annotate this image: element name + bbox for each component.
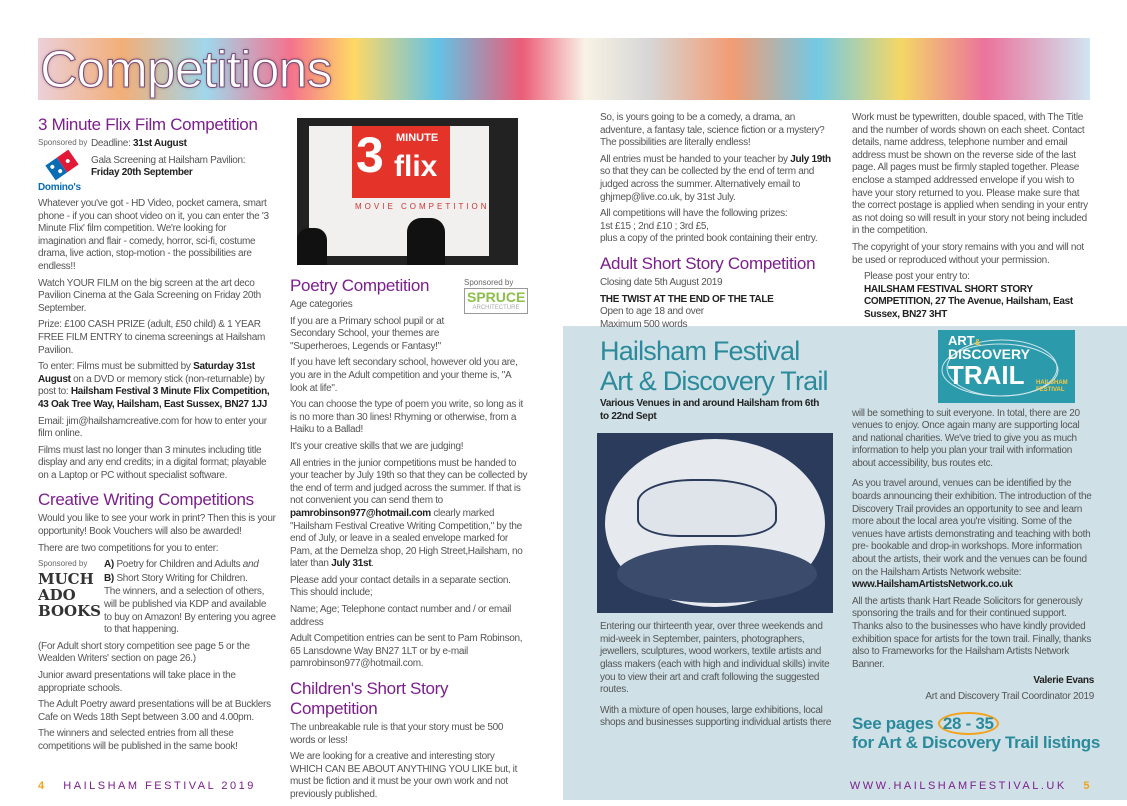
- dominos-logo-text: Domino's: [38, 182, 81, 193]
- poetry-title: Poetry Competition: [290, 276, 430, 295]
- trail-title: [600, 336, 840, 396]
- poetry-paragraph: Age categories: [290, 299, 353, 310]
- post-address: HAILSHAM FESTIVAL SHORT STORY COMPETITION, 27 The Avenue, Hailsham, East Sussex, BN27 3HT: [864, 283, 1073, 320]
- otter-linocut-image: [597, 433, 833, 613]
- poetry-paragraph: If you are a Primary school pupil or at Secondary School, your themes are "Superheroes, Legends or Fantasy!": [290, 315, 444, 352]
- poetry-paragraph: Please add your contact details in a separate section. This should include;: [290, 574, 511, 599]
- adult-paragraph: Work must be typewritten, double spaced, with The Title and the number of words shown on each sheet. Contact details, name address, telephone number and email address must be shown on the reverse side of the last page. All pages must be firmly stapled together. Please enclose a stamped addressed envelope if you wish to have your story returned to you. Please make sure that the correct postage is applied when sending in your entry as not doing so will result in your story not being included in the competition.: [852, 112, 1088, 237]
- footer-text: HAILSHAM FESTIVAL 2019: [63, 780, 256, 792]
- much-ado-block: Sponsored by MUCH ADO BOOKS A) Poetry for Children and Adults and B) Short Story Writing for Children. The winners, and a selection of others, will be published via KDP and available to buy on Amazon! By entering you agree to that happening.: [38, 559, 276, 636]
- children-paragraph: We are looking for a creative and interesting story WHICH CAN BE ABOUT ANYTHING YOU LIKE but, it must be fiction and it must be your own work and not previously published.: [290, 751, 518, 800]
- gala-date: Friday 20th September: [91, 167, 193, 179]
- dominos-logo-icon: [42, 148, 82, 182]
- word-limit: Maximum 500 words: [600, 318, 688, 330]
- column-4: [852, 112, 1101, 752]
- childrens-story-title: Children's Short Story Competition: [290, 679, 449, 719]
- trail-subtitle: Various Venues in and around Hailsham from 6th to 22nd Sept: [600, 398, 820, 422]
- poetry-section: [290, 276, 528, 806]
- footer-website: WWW.HAILSHAMFESTIVAL.UK: [849, 780, 1067, 792]
- adult-continued: [852, 112, 1094, 322]
- trail-paragraph: will be something to suit everyone. In total, there are 20 venues to enjoy. Once again many are supporting local and national charities. We've tried to give you as much information to help you plan your trail with information about accessibility, bus routes etc.: [852, 407, 1080, 469]
- prizes: All competitions will have the following prizes: 1st £15 ; 2nd £10 ; 3rd £5, plus a copy of the printed book containing their entry.: [600, 208, 818, 245]
- audience-silhouette: [297, 228, 327, 265]
- story-theme: THE TWIST AT THE END OF THE TALE: [600, 293, 774, 305]
- closing-date: Closing date 5th August 2019: [600, 276, 723, 288]
- logo-discovery: DISCOVERY: [948, 345, 1030, 362]
- adult-paragraph: The copyright of your story remains with you and will not be used or reproduced without your permission.: [852, 241, 1084, 266]
- poetry-paragraph: Name; Age; Telephone contact number and / or email address: [290, 604, 512, 628]
- sponsored-by-label: Sponsored by: [38, 559, 88, 569]
- logo-badge: HAILSHAM FESTIVAL: [1036, 379, 1068, 393]
- poetry-paragraph: All entries in the junior competitions must be handed to your teacher by July 19th so that they can be collected by the end of term and judged across the summer. If that is not convenient you can send them to pamrobinson977@hotmail.com clearly marked "Hailsham Festival Creative Writing Competition," by the end of July, or leave in a sealed envelope marked for Pam, at the Demelza shop, 20 High Street,Hailsham, no later than July 31st.: [290, 457, 528, 570]
- children-continued: [600, 112, 840, 334]
- creative-paragraph: Junior award presentations will take place in the appropriate schools.: [38, 670, 236, 694]
- flix-paragraph: Films must last no longer than 3 minutes including title display and any end credits; in a digital format; playable on a Laptop or PC without specialist software.: [38, 444, 267, 481]
- much-ado-books-logo: MUCH ADO BOOKS: [38, 570, 101, 621]
- art-discovery-trail-logo: [938, 330, 1075, 403]
- flix-paragraph: To enter: Films must be submitted by Saturday 31st August on a DVD or memory stick (non-returnable) by post to: Hailsham Festival 3 Minute Flix Competition, 43 Oak Tree Way, Hailsham, East Sussex, BN27 1JJ: [38, 361, 270, 410]
- poetry-paragraph: If you have left secondary school, however old you are, you are in the Adult competition and your theme is, "A look at life".: [290, 357, 518, 394]
- trail-paragraph: All the artists thank Hart Reade Solicitors for generously sponsoring the trails and for their continued support. Thanks also to the businesses who have kindly provided exhibition space for artists for the town trail. Finally, thanks also to Frameworks for the Hailsham Artists Network Banner.: [852, 595, 1092, 670]
- presenter-silhouette: [407, 218, 445, 265]
- signer-name: Valerie Evans: [1033, 675, 1094, 687]
- trail-paragraph: Entering our thirteenth year, over three weekends and mid-week in September, painters, photographers, jewellers, sculptures, wood workers, textile artists and glass makers (each with high and individual skills) invite you to view their art and craft following the suggested routes.: [600, 621, 830, 696]
- flix-section: [38, 115, 276, 482]
- see-pages-callout: See pages 28 - 35 for Art & Discovery Trail listings: [852, 713, 1101, 752]
- children-paragraph: The unbreakable rule is that your story must be 500 words or less!: [290, 722, 504, 746]
- flix-paragraph: Whatever you've got - HD Video, pocket camera, smart phone - if you can shoot video on it, you can enter the '3 Minute Flix' film competition. We're looking for imagination and flair - comedy, horror, sci-fi, costume drama, live action, stop-motion - the possibilities are endless!!: [38, 198, 269, 272]
- flix-title: 3 Minute Flix Film Competition: [38, 115, 258, 134]
- page-number: 5: [1083, 780, 1092, 792]
- creative-paragraph: (For Adult short story competition see page 5 or the Wealden Writers' section on page 26.): [38, 640, 250, 665]
- creative-paragraph: The winners, and a selection of others, will be published via KDP and available to buy on Amazon! By entering you agree to that happening.: [104, 586, 276, 636]
- flix-logo-three: 3: [356, 127, 384, 183]
- much-ado-sponsor: [38, 559, 100, 619]
- trail-paragraph: As you travel around, venues can be identified by the boards announcing their exhibition. The introduction of the Discovery Trail provides an opportunity to see and learn more about the local area you're visiting. Some of the venues have artists demonstrating and teaching with both pre- bookable and drop-in workshops. More information about the artists, their work and the venues can be found on the Hailsham Artists Network website: www.HailshamArtistsNetwork.co.uk: [852, 478, 1092, 591]
- children-paragraph: All entries must be handed to your teacher by July 19th so that they can be collected by the end of term and judged across the summer. Alternatively email to ghjmep@live.co.uk, by 31st July.: [600, 153, 831, 203]
- creative-paragraph: There are two competitions for you to enter:: [38, 542, 219, 554]
- sponsored-by-label: Sponsored by: [38, 138, 88, 147]
- poetry-paragraph: Adult Competition entries can be sent to Pam Robinson, 65 Lansdowne Way BN27 1LT or by e-mail pamrobinson977@hotmail.com.: [290, 633, 523, 670]
- flix-paragraph: Prize: £100 CASH PRIZE (adult, £50 child) & 1 YEAR FREE FILM ENTRY to cinema screenings at Hailsham Pavilion.: [38, 319, 265, 356]
- creative-paragraph: The winners and selected entries from all these competitions will be published in the same book!: [38, 728, 238, 752]
- flix-logo-minute: MINUTE: [396, 132, 439, 144]
- flix-paragraph: Watch YOUR FILM on the big screen at the art deco Pavilion Cinema at the Gala Screening on Friday 20th September.: [38, 277, 261, 314]
- children-paragraph: So, is yours going to be a comedy, a drama, an adventure, a fantasy tale, science fiction or a mystery? The possibilities are literally endless!: [600, 112, 825, 149]
- creative-title: Creative Writing Competitions: [38, 490, 254, 510]
- post-label: Please post your entry to:: [864, 271, 970, 283]
- artists-network-link[interactable]: www.HailshamArtistsNetwork.co.uk: [852, 579, 1013, 591]
- column-1: [38, 115, 276, 758]
- creative-writing-section: [38, 490, 276, 753]
- flix-logo: [352, 126, 450, 198]
- right-footer: [850, 780, 1092, 793]
- adult-story-title: Adult Short Story Competition: [600, 253, 816, 273]
- creative-paragraph: The Adult Poetry award presentations will be at Bucklers Cafe on Weds 18th Sept between 3.00 and 4.00pm.: [38, 699, 271, 723]
- trail-paragraph: With a mixture of open houses, large exhibitions, local shops and businesses supporting individual artists there: [600, 704, 832, 729]
- spruce-logo-sub: ARCHITECTURE: [472, 305, 520, 311]
- flix-screening-photo: [297, 118, 518, 265]
- logo-art: ART&: [948, 332, 981, 348]
- dominos-sponsor: [38, 138, 88, 194]
- logo-trail: TRAIL: [948, 359, 1025, 390]
- flix-paragraph: Email: jim@hailshamcreative.com for how to enter your film online.: [38, 415, 267, 440]
- spruce-sponsor: [464, 278, 528, 314]
- signer-role: Art and Discovery Trail Coordinator 2019: [925, 690, 1094, 702]
- spruce-logo: SPRUCE: [467, 289, 526, 305]
- creative-paragraph: Would you like to see your work in print? Then this is your opportunity! Book Vouchers will also be awarded!: [38, 513, 276, 538]
- page-title: Competitions: [40, 41, 332, 99]
- poetry-paragraph: You can choose the type of poem you write, so long as it is no more than 30 lines! Rhyming or otherwise, from a Haiku to a Ballad!: [290, 399, 523, 436]
- column-3: [600, 112, 840, 734]
- sponsored-by-label: Sponsored by: [464, 278, 514, 287]
- deadline-label: Deadline:: [91, 138, 131, 149]
- gala-label: Gala Screening at Hailsham Pavilion:: [91, 154, 246, 166]
- movie-competition-text: MOVIE COMPETITION: [355, 202, 490, 211]
- age-requirement: Open to age 18 and over: [600, 306, 704, 318]
- page-number: 4: [38, 780, 47, 792]
- trail-title-line2: Art & Discovery Trail: [600, 366, 828, 396]
- trail-title-line1: Hailsham Festival: [600, 336, 800, 366]
- page-range-circled: 28 - 35: [938, 712, 999, 735]
- deadline: 31st August: [133, 138, 187, 149]
- flix-logo-flix: flix: [394, 150, 438, 183]
- see-pages-line2: for Art & Discovery Trail listings: [852, 732, 1101, 752]
- left-footer: [38, 780, 256, 793]
- poetry-paragraph: It's your creative skills that we are judging!: [290, 440, 464, 452]
